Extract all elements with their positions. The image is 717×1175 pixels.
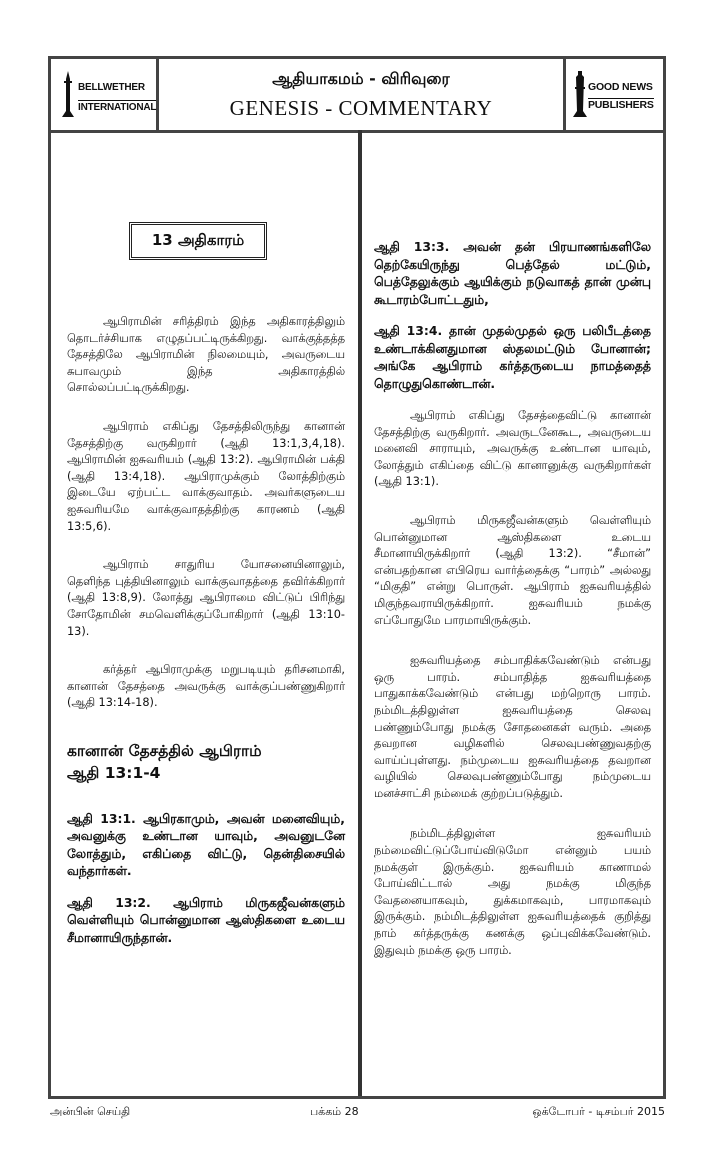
- verse-13-2: ஆதி 13:2. ஆபிராம் மிருகஜீவன்களும் வெள்ளியும் பொன்னுமான ஆஸ்திகளை உடைய சீமானாயிருந்தான்.: [67, 894, 345, 945]
- section-heading: கானான் தேசத்தில் ஆபிராம்: [67, 741, 262, 760]
- page-frame: [48, 56, 666, 1099]
- left-paragraph-3: ஆபிராம் சாதுரிய யோசனையினாலும், தெளிந்த புத்தியினாலும் வாக்குவாதத்தை தவிர்க்கிறார் (ஆதி 13:8,9). லோத்து ஆபிராமை விட்டுப் பிரிந்து சோதோமின் சமவெளிக்குப்போகிறார் (ஆதி 13:10-13).: [67, 558, 345, 638]
- left-logo-line1: BELLWETHER: [78, 82, 145, 93]
- right-paragraph-4: நம்மிடத்திலுள்ள ஐசுவரியம் நம்மைவிட்டுப்போய்விடுமோ என்னும் பயம் நமக்குள் இருக்கும். ஐசுவரியம் காணாமல் போய்விட்டால் அது நமக்கு மிகுந்த வேதனையாகவும், துக்கமாகவும், பாரமாகவும் இருக்கும். நம்மிடத்திலுள்ள ஐசுவரியத்தைக் குறித்து நாம் கர்த்தருக்கு கணக்கு ஒப்புவிக்கவேண்டும். இதுவும் நமக்கு ஒரு பாரம்.: [374, 827, 651, 957]
- title-tamil: ஆதியாகமம் - விரிவுரை: [272, 69, 450, 88]
- title-english: GENESIS - COMMENTARY: [229, 96, 493, 120]
- right-paragraph-1: ஆபிராம் எகிப்து தேசத்தைவிட்டு கானான் தேசத்திற்கு வருகிறார். அவருடனேகூட, அவருடைய மனைவி சாராயும், அவருக்கு உண்டான யாவும், லோத்தும் எகிப்தை விட்டு கானானுக்கு வருகிறார்கள் (ஆதி 13:1).: [374, 409, 651, 489]
- footer-page-number: பக்கம் 28: [310, 1105, 359, 1118]
- right-logo-line1: GOOD NEWS: [588, 81, 653, 93]
- footer-date: ஒக்டோபர் - டிசம்பர் 2015: [532, 1105, 665, 1118]
- left-paragraph-2: ஆபிராம் எகிப்து தேசத்திலிருந்து கானான் தேசத்திற்கு வருகிறார் (ஆதி 13:1,3,4,18). ஆபிராமின் ஐசுவரியம் (ஆதி 13:2). ஆபிராமின் பக்தி (ஆதி 13:4,18). ஆபிராமுக்கும் லோத்திற்கும் இடையே ஏற்பட்ட வாக்குவாதம். அவர்களுடைய ஐசுவரியமே வாக்குவாதத்திற்கு காரணம் (ஆதி 13:5,6).: [67, 419, 345, 533]
- footer-magazine-name: அன்பின் செய்தி: [50, 1105, 131, 1118]
- left-paragraph-4: கர்த்தர் ஆபிராமுக்கு மறுபடியும் தரிசனமாகி, கானான் தேசத்தை அவருக்கு வாக்குப்பண்ணுகிறார் (ஆதி 13:14-18).: [67, 663, 345, 710]
- header-title-block: [159, 59, 563, 130]
- good-news-logo: [563, 59, 663, 130]
- chapter-title-box: 13 அதிகாரம்: [129, 222, 267, 260]
- right-paragraph-3: ஐசுவரியத்தை சம்பாதிக்கவேண்டும் என்பது ஒரு பாரம். சம்பாதித்த ஐசுவரியத்தை பாதுகாக்கவேண்டும் என்பது மற்றொரு பாரம். நம்மிடத்திலுள்ள ஐசுவரியத்தை செலவு பண்ணும்போது நமக்கு சோதனைகள் வரும். அதை தவறான வழிகளில் செலவுபண்ணுவதற்கு வாய்ப்புள்ளது. நம்முடைய ஐசுவரியத்தை தவறான வழியில் செலவுபண்ணும்போது நம்முடைய மனச்சாட்சி நம்மைக் குற்றப்படுத்தும்.: [374, 654, 651, 800]
- left-paragraph-1: ஆபிராமின் சரித்திரம் இந்த அதிகாரத்திலும் தொடர்ச்சியாக எழுதப்பட்டிருக்கிறது. வாக்குத்தத்த தேசத்திலே ஆபிராமின் நிலமையும், அவருடைய சுபாவமும் இந்த அதிகாரத்தில் சொல்லப்பட்டிருக்கிறது.: [67, 315, 345, 395]
- right-column: [362, 130, 663, 1096]
- right-paragraph-2: ஆபிராம் மிருகஜீவன்களும் வெள்ளியும் பொன்னுமான ஆஸ்திகளை உடைய சீமானாயிருக்கிறார் (ஆதி 13:2). “சீமான்” என்பதற்கான எபிரெய வார்த்தைக்கு “பாரம்” அல்லது “மிகுதி” என்று பொருள். ஆபிராம் ஐசுவரியத்தில் மிகுந்தவராயிருக்கிறார். ஐசுவரியம் நமக்கு எப்போதுமே பாரமாயிருக்கும்.: [374, 513, 651, 627]
- verse-13-4: ஆதி 13:4. தான் முதல்முதல் ஒரு பலிபீடத்தை உண்டாக்கினதுமான ஸ்தலமட்டும் போனான்; அங்கே ஆபிராம் கர்த்தருடைய நாமத்தைத் தொழுதுகொண்டான்.: [374, 323, 651, 391]
- lighthouse-icon: [572, 71, 588, 117]
- page-header: [51, 59, 663, 133]
- verse-13-3: ஆதி 13:3. அவன் தன் பிரயாணங்களிலே தெற்கேயிருந்து பெத்தேல் மட்டும், பெத்தேலுக்கும் ஆயிக்கும் நடுவாகத் தான் முன்பு கூடாரம்போட்டதும்,: [374, 239, 651, 307]
- left-logo-line2: INTERNATIONAL: [78, 102, 157, 113]
- tower-icon: [61, 71, 75, 117]
- right-logo-line2: PUBLISHERS: [588, 99, 654, 111]
- verse-13-1: ஆதி 13:1. ஆபிரகாமும், அவன் மனைவியும், அவனுக்கு உண்டான யாவும், அவனுடனே லோத்தும், எகிப்தை விட்டு, தென்திசையில் வந்தார்கள்.: [67, 810, 345, 879]
- section-heading-ref: ஆதி 13:1-4: [67, 763, 161, 782]
- left-column: [51, 130, 358, 1096]
- bellwether-logo: [51, 59, 159, 130]
